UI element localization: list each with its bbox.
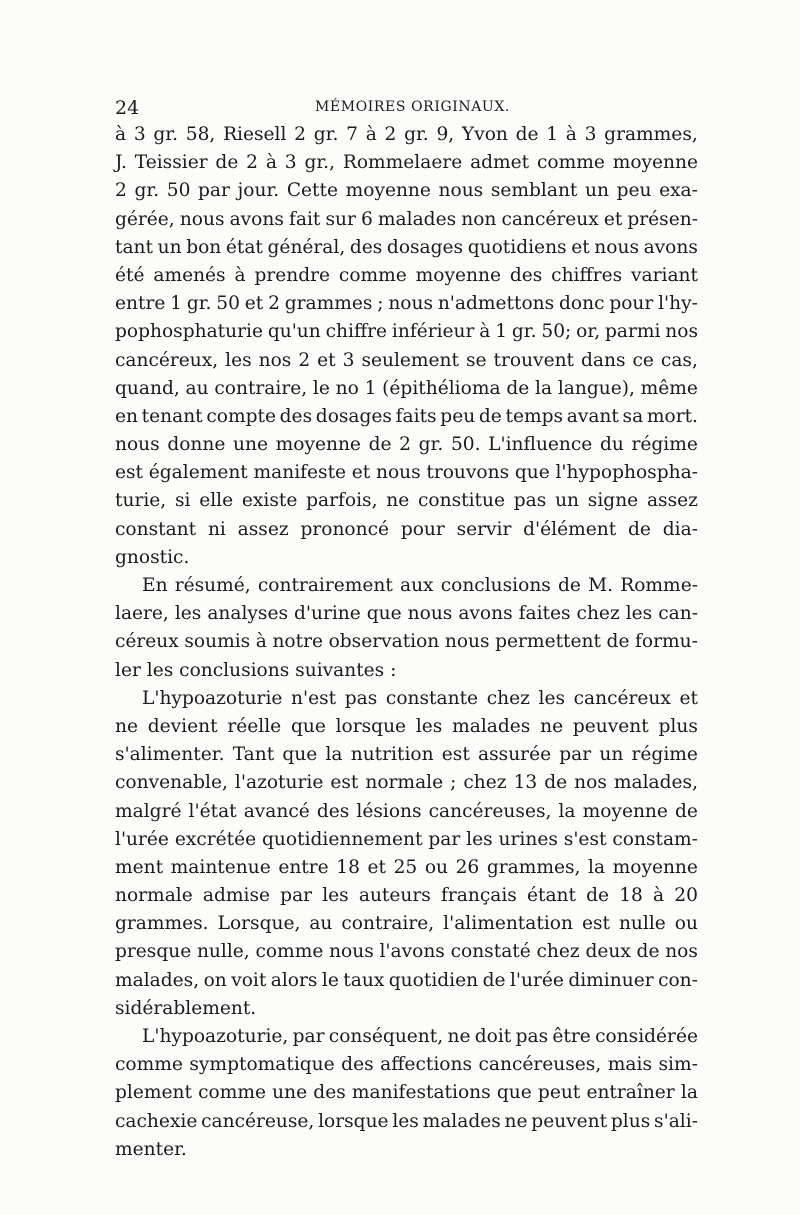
text-line: presque nulle, comme nous l'avons constaté chez deux de nos — [115, 941, 698, 963]
text-line: L'hypoazoturie, par conséquent, ne doit pas être considérée — [142, 1026, 698, 1047]
text-line: convenable, l'azoturie est normale ; chez 13 de nos malades, — [115, 772, 698, 794]
text-line: ler les conclusions suivantes : — [115, 659, 397, 681]
text-line: pophosphaturie qu'un chiffre inférieur à 1 gr. 50; or, parmi nos — [115, 321, 698, 343]
text-line: laere, les analyses d'urine que nous avons faites chez les can- — [115, 603, 698, 625]
text-line: normale admise par les auteurs français étant de 18 à 20 — [115, 885, 698, 907]
page-header — [115, 97, 698, 123]
paragraph — [115, 121, 698, 572]
text-line: ne devient réelle que lorsque les malades ne peuvent plus — [115, 715, 698, 737]
text-line: cachexie cancéreuse, lorsque les malades ne peuvent plus s'ali- — [115, 1110, 698, 1132]
text-line: grammes. Lorsque, au contraire, l'alimentation est nulle ou — [115, 913, 698, 935]
running-title: MÉMOIRES ORIGINAUX. — [315, 99, 510, 115]
text-line: En résumé, contrairement aux conclusions de M. Romme- — [142, 575, 698, 596]
paragraph — [115, 572, 698, 685]
text-line: nous donne une moyenne de 2 gr. 50. L'influence du régime — [115, 434, 698, 456]
text-line: malades, on voit alors le taux quotidien de l'urée diminuer con- — [115, 969, 698, 991]
text-line: malgré l'état avancé des lésions cancéreuses, la moyenne de — [115, 800, 698, 822]
text-line: sidérablement. — [115, 997, 257, 1019]
text-line: comme symptomatique des affections cancéreuses, mais sim- — [115, 1054, 698, 1076]
text-line: s'alimenter. Tant que la nutrition est assurée par un régime — [115, 744, 698, 766]
paragraph — [115, 1023, 698, 1164]
text-line: cancéreux, les nos 2 et 3 seulement se trouvent dans ce cas, — [115, 349, 698, 371]
text-line: à 3 gr. 58, Riesell 2 gr. 7 à 2 gr. 9, Yvon de 1 à 3 grammes, — [115, 124, 698, 145]
text-line: été amenés à prendre comme moyenne des chiffres variant — [115, 264, 698, 286]
text-line: ment maintenue entre 18 et 25 ou 26 grammes, la moyenne — [115, 856, 698, 878]
text-line: menter. — [115, 1138, 187, 1160]
text-line: tant un bon état général, des dosages quotidiens et nous avons — [115, 236, 698, 258]
text-line: gérée, nous avons fait sur 6 malades non cancéreux et présen- — [115, 208, 698, 230]
body-text — [115, 121, 698, 1164]
paragraph — [115, 685, 698, 1023]
text-line: constant ni assez prononcé pour servir d'élément de dia- — [115, 518, 698, 540]
text-line: est également manifeste et nous trouvons que l'hypophospha- — [115, 462, 698, 484]
text-line: l'urée excrétée quotidiennement par les urines s'est constam- — [115, 828, 698, 850]
text-line: 2 gr. 50 par jour. Cette moyenne nous semblant un peu exa- — [115, 180, 698, 202]
text-line: en tenant compte des dosages faits peu de temps avant sa mort. — [115, 405, 698, 427]
text-line: L'hypoazoturie n'est pas constante chez les cancéreux et — [142, 687, 698, 709]
text-line: plement comme une des manifestations que peut entraîner la — [115, 1082, 698, 1104]
text-line: quand, au contraire, le no 1 (épithélioma de la langue), même — [115, 377, 698, 399]
text-line: J. Teissier de 2 à 3 gr., Rommelaere admet comme moyenne — [115, 152, 698, 174]
text-line: céreux soumis à notre observation nous permettent de formu- — [115, 631, 698, 653]
text-line: entre 1 gr. 50 et 2 grammes ; nous n'admettons donc pour l'hy- — [115, 293, 698, 315]
text-line: turie, si elle existe parfois, ne constitue pas un signe assez — [115, 490, 698, 512]
page-number: 24 — [115, 97, 140, 119]
text-line: gnostic. — [115, 546, 190, 568]
